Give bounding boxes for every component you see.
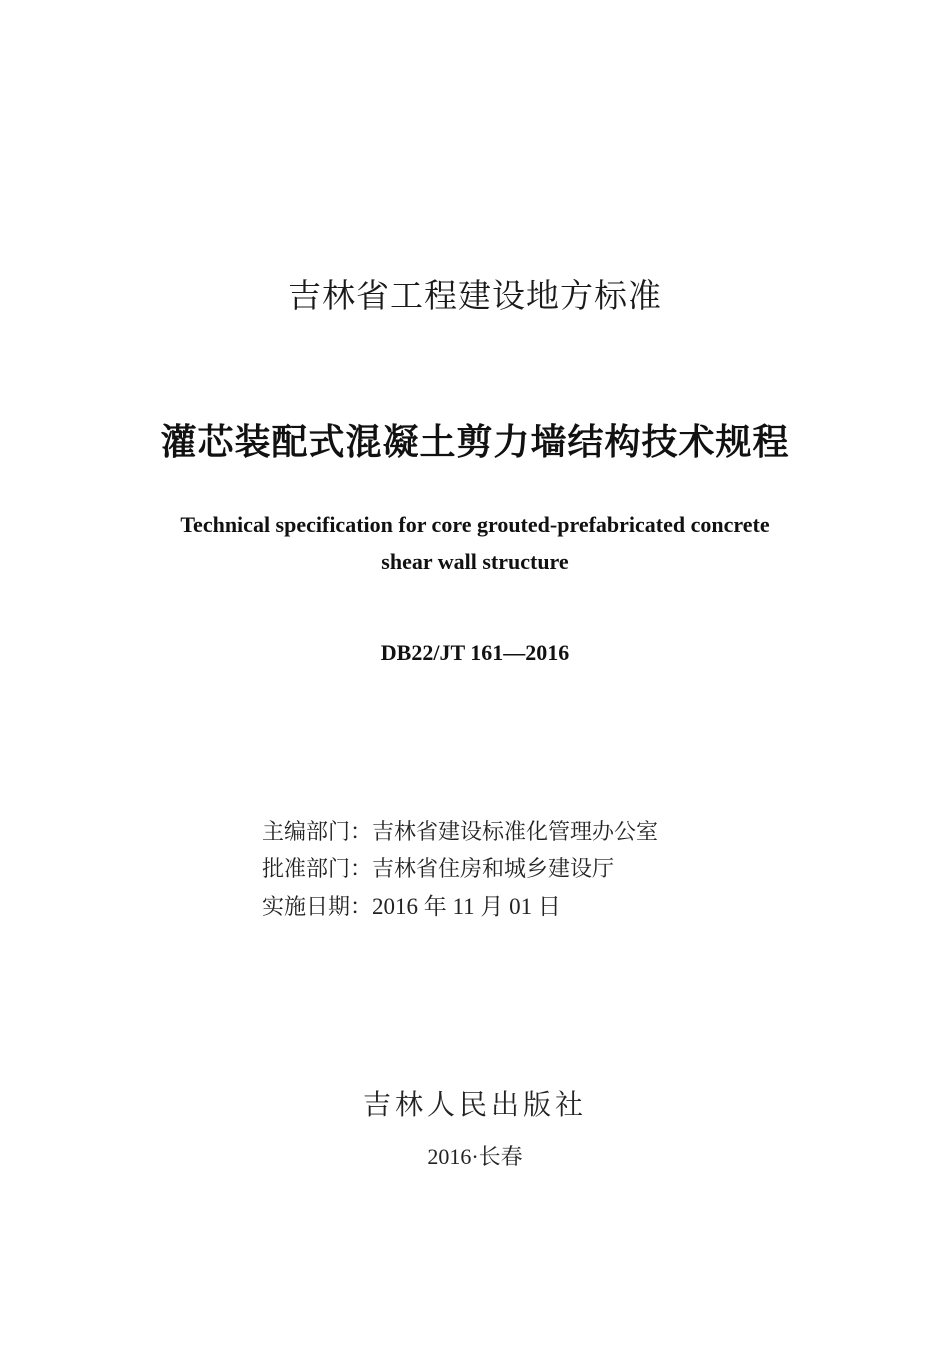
approver-value: 吉林省住房和城乡建设厅 — [372, 857, 615, 882]
approver-label: 批准部门： — [262, 857, 373, 882]
editor-row — [262, 814, 658, 851]
date-label: 实施日期： — [262, 895, 373, 920]
standard-code: DB22/JT 161—2016 — [380, 640, 570, 665]
approver-row — [262, 851, 658, 888]
english-title-line-2: shear wall structure — [381, 549, 569, 574]
editor-label: 主编部门： — [262, 820, 373, 845]
publisher: 吉林人民出版社 — [362, 1088, 587, 1121]
english-title-line-1: Technical specification for core grouted-prefabricated concrete — [180, 512, 770, 537]
date-value: 2016 年 11 月 01 日 — [372, 894, 561, 919]
editor-value: 吉林省建设标准化管理办公室 — [372, 820, 659, 845]
place-date: 2016·长春 — [427, 1144, 523, 1169]
date-row — [262, 888, 658, 925]
series-title: 吉林省工程建设地方标准 — [288, 276, 662, 315]
chinese-title: 灌芯装配式混凝土剪力墙结构技术规程 — [160, 422, 790, 463]
publication-info — [262, 814, 658, 925]
